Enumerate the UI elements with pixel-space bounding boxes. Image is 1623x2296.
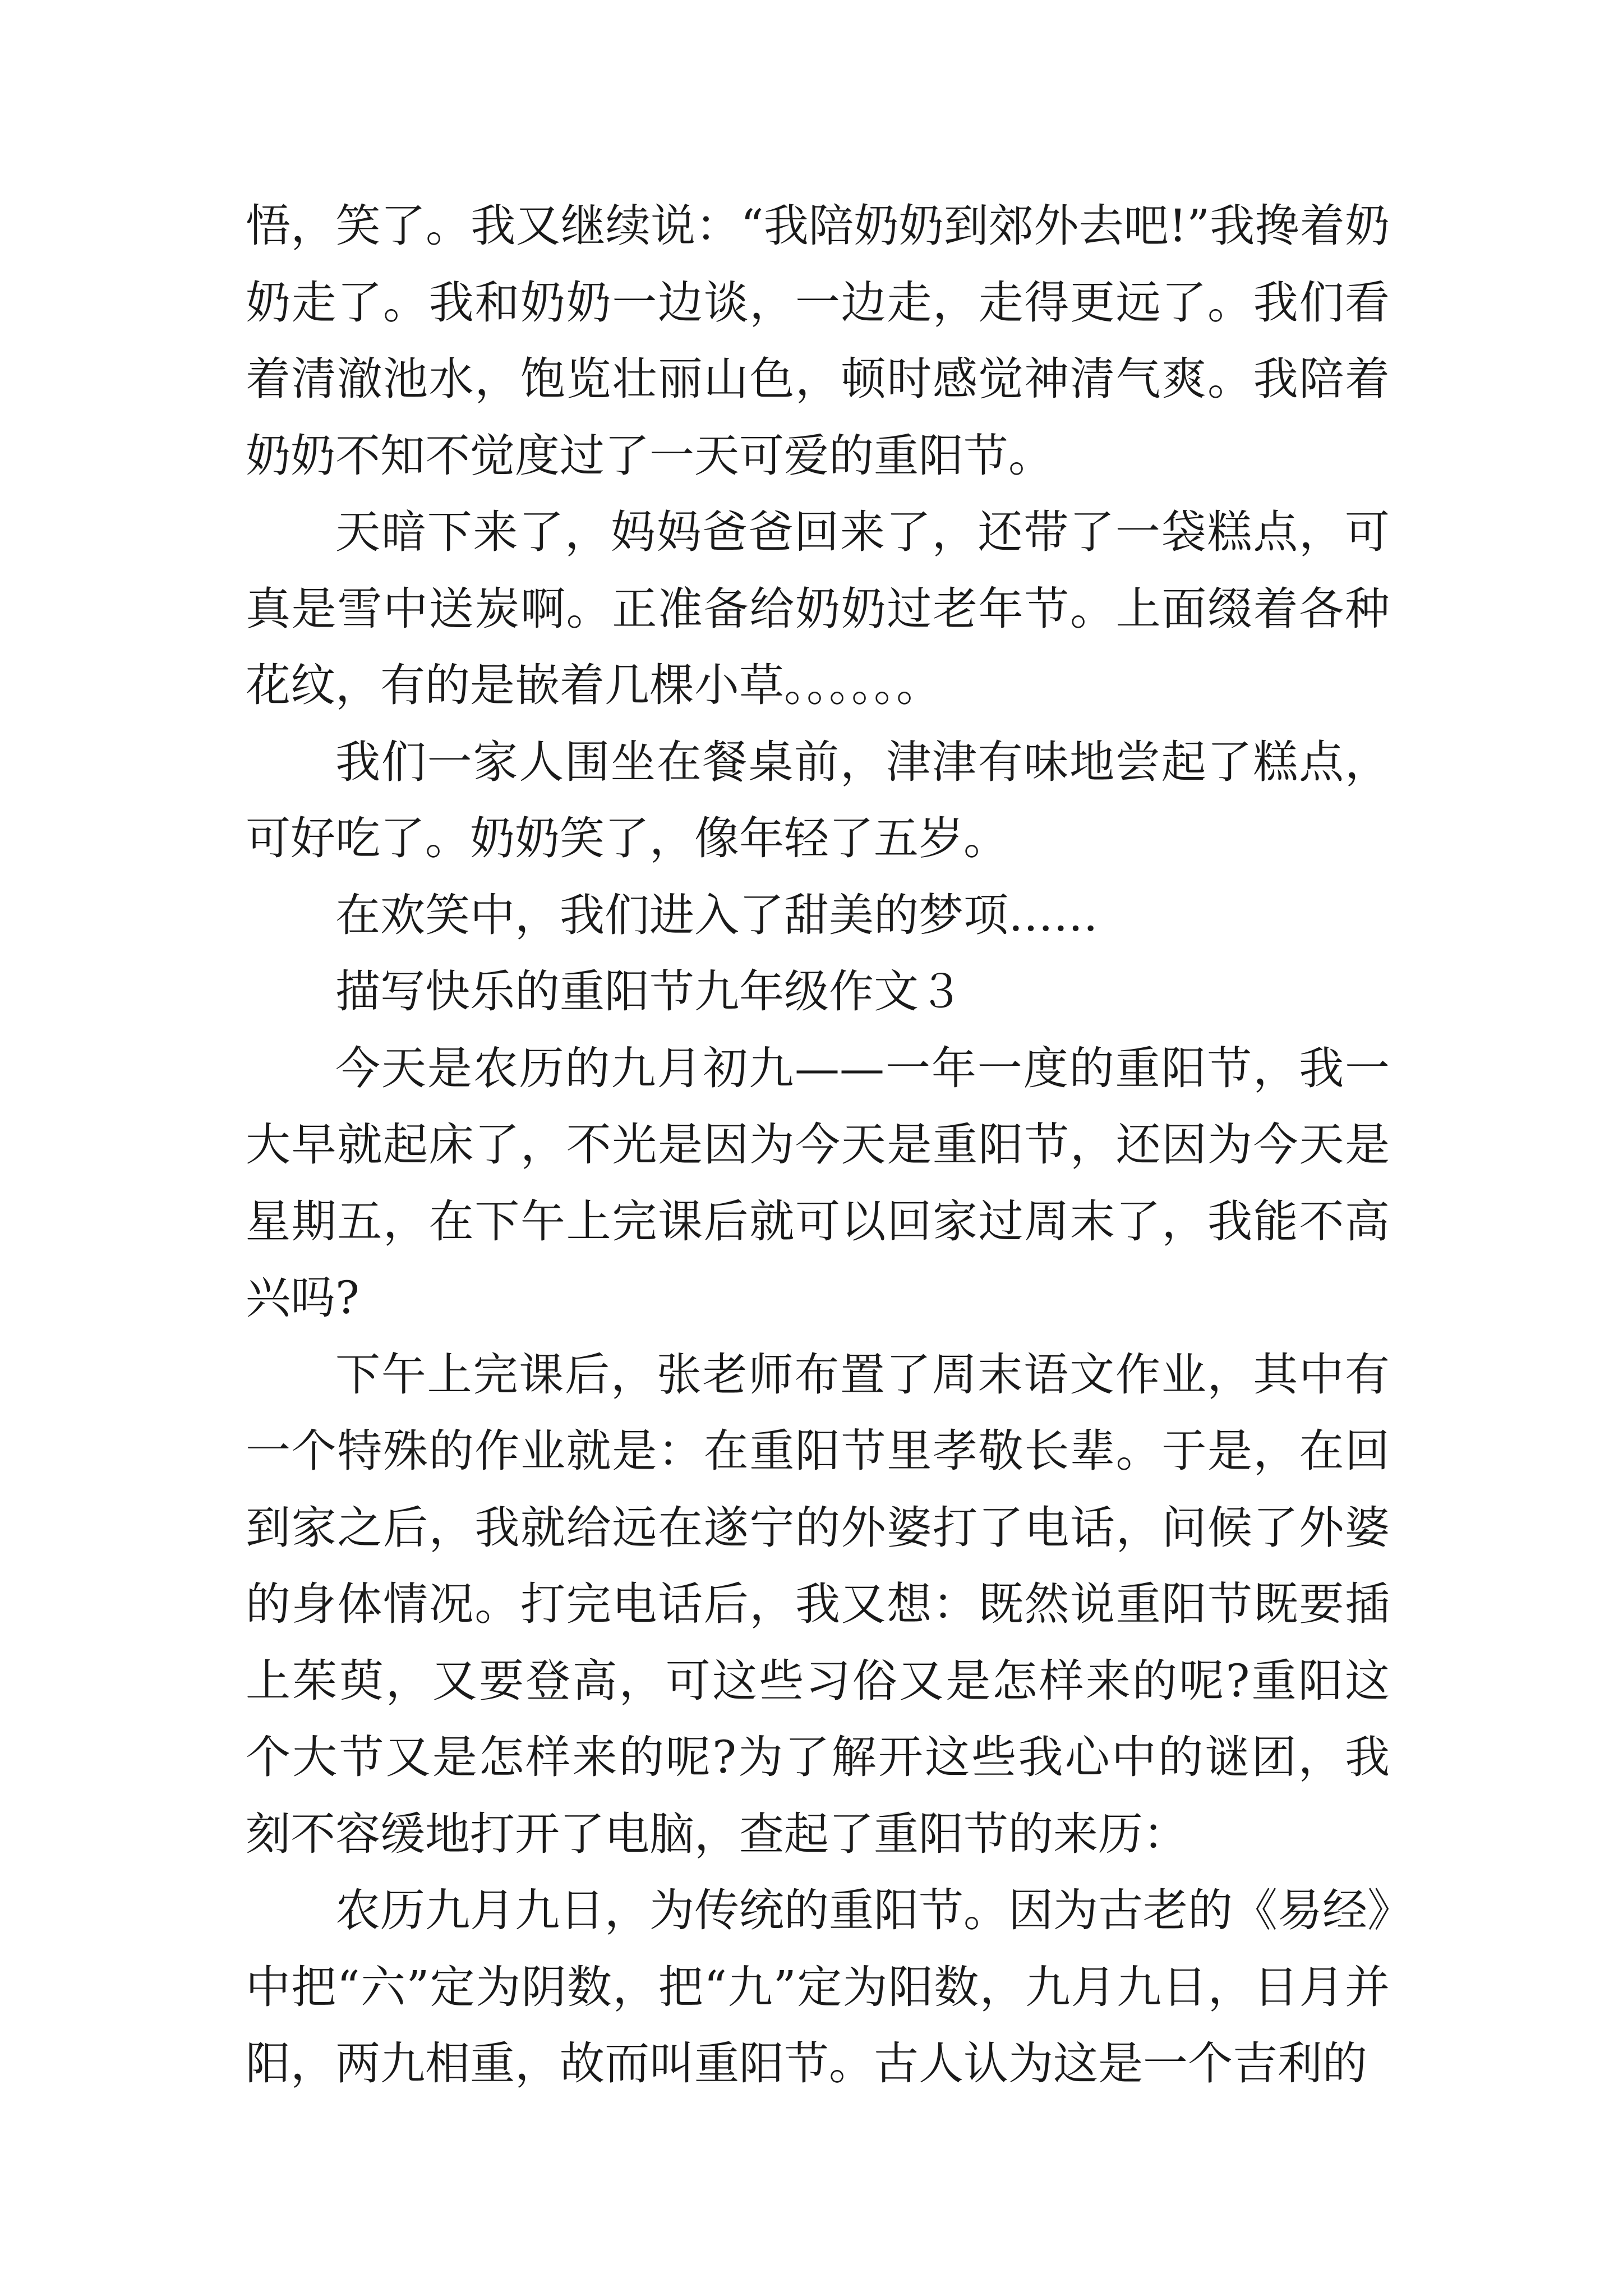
paragraph-3: 我们一家人围坐在餐桌前，津津有味地尝起了糕点，可好吃了。奶奶笑了，像年轻了五岁。 bbox=[246, 735, 1390, 864]
paragraph-7: 农历九月九日，为传统的重阳节。因为古老的《易经》中把“六”定为阴数，把“九”定为阳数，九月九日，日月并阳，两九相重，故而叫重阳节。古人认为这是一个吉利的 bbox=[246, 1884, 1390, 2090]
body-text bbox=[246, 188, 1390, 2102]
paragraph-1: 悟，笑了。我又继续说：“我陪奶奶到郊外去吧!”我搀着奶奶走了。我和奶奶一边谈，一边走，走得更远了。我们看着清澈池水，饱览壮丽山色，顿时感觉神清气爽。我陪着奶奶不知不觉度过了一天可爱的重阳节。 bbox=[246, 200, 1390, 482]
paragraph-5: 今天是农历的九月初九——一年一度的重阳节，我一大早就起床了，不光是因为今天是重阳节，还因为今天是星期五，在下午上完课后就可以回家过周末了，我能不高兴吗? bbox=[246, 1042, 1390, 1324]
essay-heading: 描写快乐的重阳节九年级作文３ bbox=[335, 965, 963, 1018]
paragraph-2: 天暗下来了，妈妈爸爸回来了，还带了一袋糕点，可真是雪中送炭啊。正准备给奶奶过老年节。上面缀着各种花纹，有的是嵌着几棵小草。。。。。。 bbox=[246, 506, 1390, 711]
paragraph-6: 下午上完课后，张老师布置了周末语文作业，其中有一个特殊的作业就是：在重阳节里孝敬长辈。于是，在回到家之后，我就给远在遂宁的外婆打了电话，问候了外婆的身体情况。打完电话后，我又想：既然说重阳节既要插上茱萸，又要登高，可这些习俗又是怎样来的呢?重阳这个大节又是怎样来的呢?为了解开这些我心中的谜团，我刻不容缓地打开了电脑，查起了重阳节的来历： bbox=[246, 1348, 1390, 1860]
paragraph-4: 在欢笑中，我们进入了甜美的梦项…… bbox=[335, 889, 1098, 941]
